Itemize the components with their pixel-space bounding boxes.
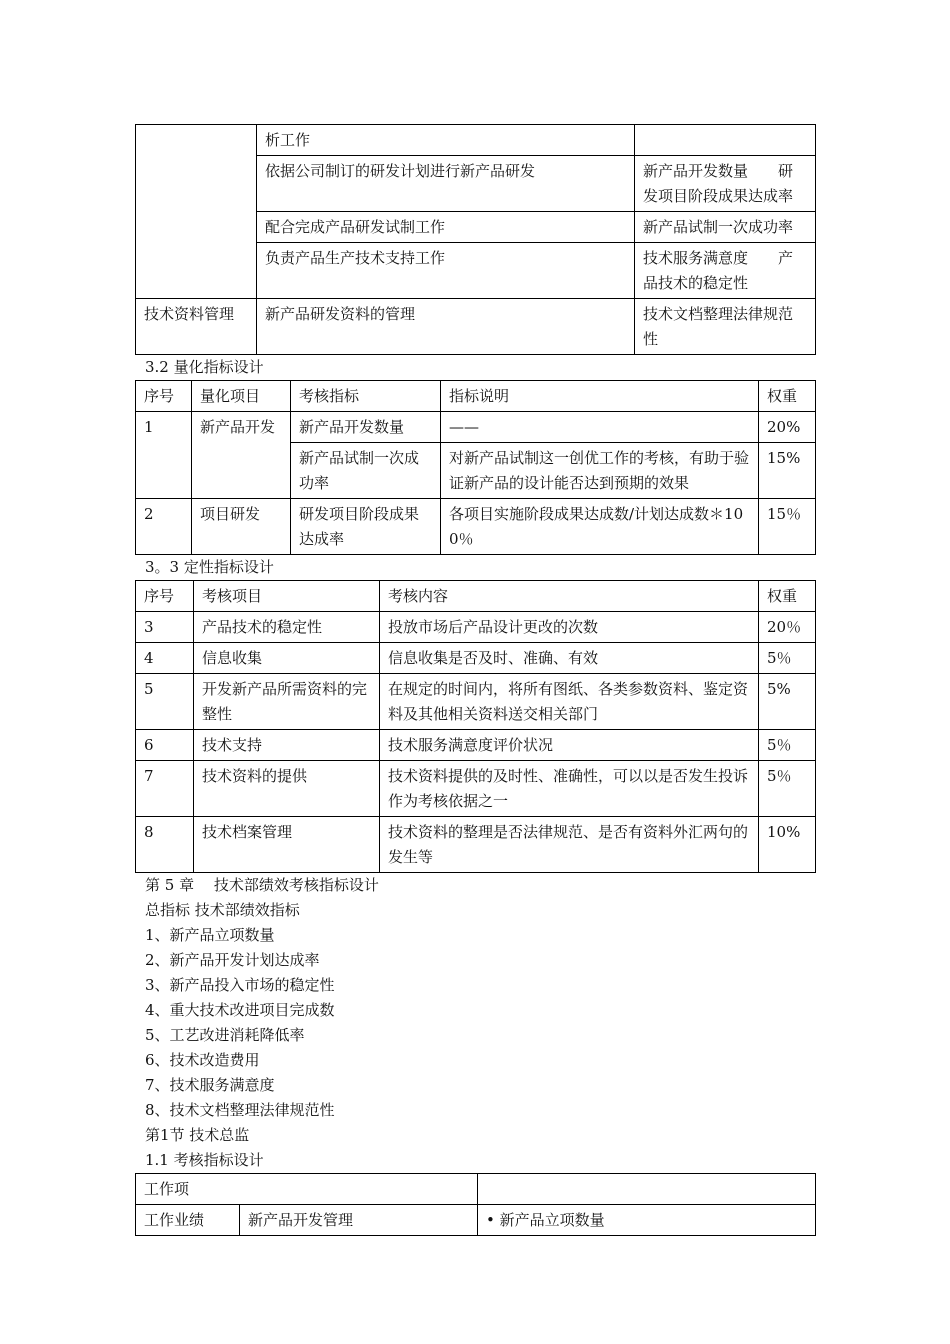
list-item: 4、重大技术改进项目完成数 <box>145 1001 335 1019</box>
table-cell: 5% <box>759 674 816 730</box>
table-row <box>136 125 816 156</box>
table-cell: 15％ <box>759 499 816 555</box>
column-header: 考核指标 <box>291 381 441 412</box>
table-cell: 项目研发 <box>192 499 291 555</box>
table-cell: 新产品开发管理 <box>240 1205 478 1236</box>
table-cell: 新产品开发数量 <box>291 412 441 443</box>
section-title: 第1节 技术总监 <box>145 1126 250 1144</box>
chapter-title: 第 5 章 技术部绩效考核指标设计 <box>145 876 379 894</box>
column-header: 序号 <box>136 581 194 612</box>
table-cell: 8 <box>136 817 194 873</box>
table-cell: 10% <box>759 817 816 873</box>
table-cell: 15% <box>759 443 816 499</box>
column-header: 权重 <box>759 581 816 612</box>
qualitative-indicator-table <box>135 580 816 873</box>
table-cell: 技术服务满意度评价状况 <box>380 730 759 761</box>
list-item: 7、技术服务满意度 <box>145 1076 275 1094</box>
table-row <box>136 761 816 817</box>
table-cell: 3 <box>136 612 194 643</box>
table-cell <box>478 1174 816 1205</box>
table-cell <box>136 125 257 299</box>
overall-indicator: 总指标 技术部绩效指标 <box>145 901 300 919</box>
table-cell: 7 <box>136 761 194 817</box>
table-cell: 技术资料的整理是否法律规范、是否有资料外汇两句的发生等 <box>380 817 759 873</box>
table-row <box>136 1205 816 1236</box>
table-cell <box>635 125 816 156</box>
table-cell: 5％ <box>759 730 816 761</box>
table-row <box>136 730 816 761</box>
column-header: 考核内容 <box>380 581 759 612</box>
table-cell: —— <box>441 412 759 443</box>
table-cell: 4 <box>136 643 194 674</box>
list-item: 6、技术改造费用 <box>145 1051 260 1069</box>
table-header-row <box>136 581 816 612</box>
table-cell: 5％ <box>759 761 816 817</box>
top-duty-table <box>135 124 816 355</box>
table-cell: 技术资料的提供 <box>194 761 380 817</box>
column-header: 序号 <box>136 381 192 412</box>
list-item: 3、新产品投入市场的稳定性 <box>145 976 335 994</box>
table-header-row <box>136 381 816 412</box>
document-page <box>135 124 815 1236</box>
column-header: 权重 <box>759 381 816 412</box>
table-header-row <box>136 1174 816 1205</box>
table-cell: 配合完成产品研发试制工作 <box>257 212 635 243</box>
table-cell: 依据公司制订的研发计划进行新产品研发 <box>257 156 635 212</box>
column-header: 考核项目 <box>194 581 380 612</box>
table-cell: 产品技术的稳定性 <box>194 612 380 643</box>
table-row <box>136 499 816 555</box>
table-cell: 技术资料管理 <box>136 299 257 355</box>
table-cell: 开发新产品所需资料的完整性 <box>194 674 380 730</box>
table-cell: 信息收集 <box>194 643 380 674</box>
table-cell: 信息收集是否及时、准确、有效 <box>380 643 759 674</box>
table-row <box>136 674 816 730</box>
table-cell: 新产品研发资料的管理 <box>257 299 635 355</box>
table-cell: 析工作 <box>257 125 635 156</box>
list-item: 2、新产品开发计划达成率 <box>145 951 320 969</box>
table-cell: 20% <box>759 412 816 443</box>
table-cell: 各项目实施阶段成果达成数/计划达成数＊100％ <box>441 499 759 555</box>
table-cell: 1 <box>136 412 192 499</box>
column-header: 工作项 <box>136 1174 478 1205</box>
table-cell: 20％ <box>759 612 816 643</box>
table-cell: 对新产品试制这一创优工作的考核，有助于验证新产品的设计能否达到预期的效果 <box>441 443 759 499</box>
quantitative-indicator-table <box>135 380 816 555</box>
table-cell: 新产品试制一次成功率 <box>635 212 816 243</box>
table-cell: 研发项目阶段成果达成率 <box>291 499 441 555</box>
column-header: 指标说明 <box>441 381 759 412</box>
table-cell: 技术档案管理 <box>194 817 380 873</box>
table-cell: 技术服务满意度 产品技术的稳定性 <box>635 243 816 299</box>
table-cell: 5％ <box>759 643 816 674</box>
table-row <box>136 412 816 443</box>
table-cell: 新产品开发数量 研发项目阶段成果达成率 <box>635 156 816 212</box>
list-item: 1、新产品立项数量 <box>145 926 275 944</box>
table-row <box>136 299 816 355</box>
section-heading: 3。3 定性指标设计 <box>145 558 274 576</box>
table-cell: 6 <box>136 730 194 761</box>
table-row <box>136 612 816 643</box>
list-item: 8、技术文档整理法律规范性 <box>145 1101 335 1119</box>
subsection-title: 1.1 考核指标设计 <box>145 1151 264 1169</box>
table-cell: 在规定的时间内，将所有图纸、各类参数资料、鉴定资料及其他相关资料送交相关部门 <box>380 674 759 730</box>
assessment-indicator-table <box>135 1173 816 1236</box>
table-row <box>136 643 816 674</box>
table-cell: 工作业绩 <box>136 1205 240 1236</box>
table-cell: 2 <box>136 499 192 555</box>
column-header: 量化项目 <box>192 381 291 412</box>
table-row <box>136 817 816 873</box>
table-cell: • 新产品立项数量 <box>478 1205 816 1236</box>
table-cell: 新产品开发 <box>192 412 291 499</box>
table-cell: 技术文档整理法律规范性 <box>635 299 816 355</box>
list-item: 5、工艺改进消耗降低率 <box>145 1026 305 1044</box>
section-heading: 3.2 量化指标设计 <box>145 358 264 376</box>
table-cell: 技术资料提供的及时性、准确性，可以以是否发生投诉作为考核依据之一 <box>380 761 759 817</box>
table-cell: 5 <box>136 674 194 730</box>
table-cell: 投放市场后产品设计更改的次数 <box>380 612 759 643</box>
table-cell: 技术支持 <box>194 730 380 761</box>
table-cell: 新产品试制一次成功率 <box>291 443 441 499</box>
table-cell: 负责产品生产技术支持工作 <box>257 243 635 299</box>
